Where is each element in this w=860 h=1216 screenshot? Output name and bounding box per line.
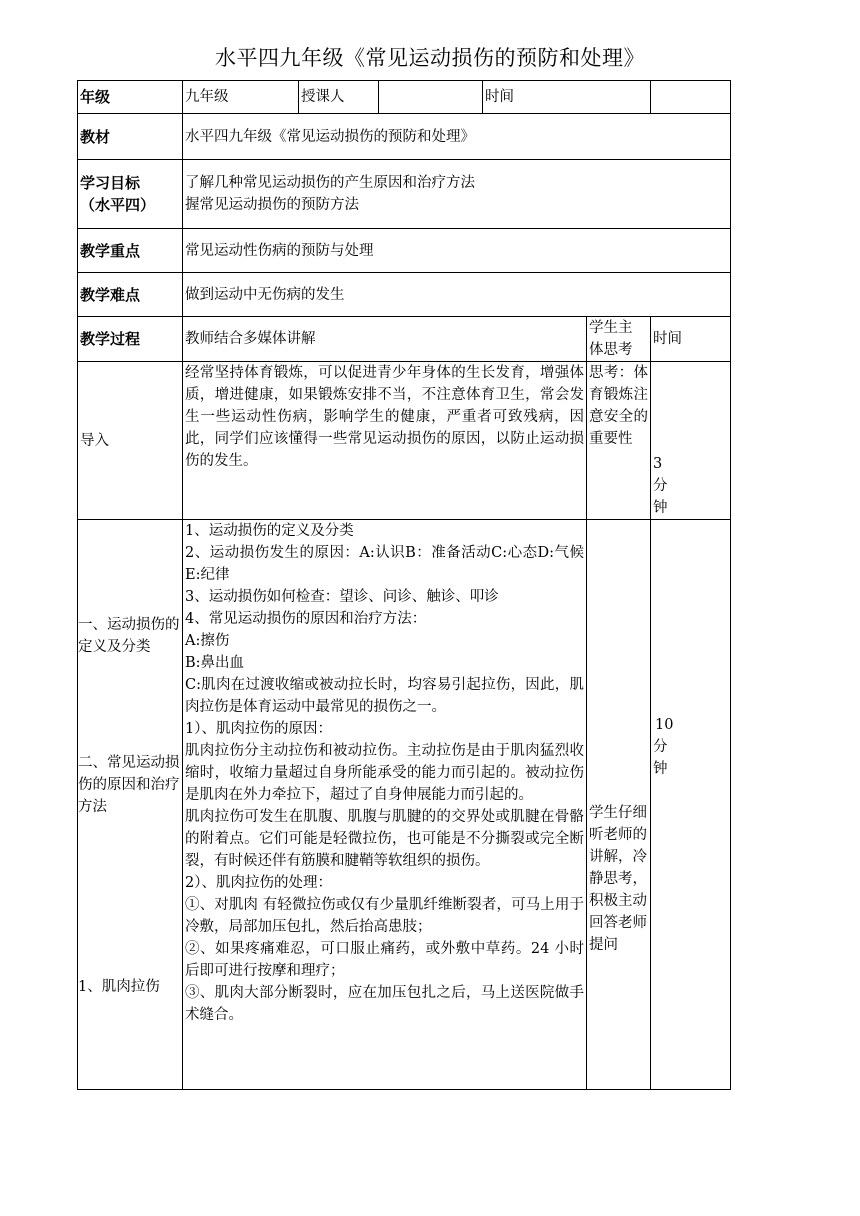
main-content <box>183 520 587 1090</box>
row-difficulty <box>78 273 731 317</box>
content-line: 肌肉拉伤可发生在肌腹、肌腹与肌腱的的交界处或肌腱在骨骼的附着点。它们可能是轻微拉伤，也可能是不分撕裂或完全断裂，有时候还伴有筋膜和腱鞘等软组织的损伤。 <box>185 809 584 869</box>
content-line: 肌肉拉伤分主动拉伤和被动拉伤。主动拉伤是由于肌肉猛烈收缩时，收缩力量超过自身所能承受的能力而引起的。被动拉伤是肌肉在外力牵拉下，超过了自身伸展能力而引起的。 <box>185 743 584 803</box>
intro-time <box>651 362 731 520</box>
main-student-cell <box>587 520 651 1090</box>
main-labels <box>78 520 183 1090</box>
lesson-plan-table <box>77 80 731 1090</box>
key-point-value: 常见运动性伤病的预防与处理 <box>183 229 731 273</box>
main-time <box>651 520 731 1090</box>
goals-label-line2: （水平四） <box>80 196 156 214</box>
intro-time-unit1: 分 <box>653 478 668 494</box>
intro-student: 思考：体育锻炼注意安全的重要性 <box>587 362 651 520</box>
main-label-2: 二、常见运动损伤的原因和治疗方法 <box>78 755 180 815</box>
process-student-header <box>587 317 651 362</box>
main-time-unit1: 分 <box>653 739 668 755</box>
content-line: ③、肌肉大部分断裂时，应在加压包扎之后，马上送医院做手术缝合。 <box>185 985 584 1023</box>
intro-text: 经常坚持体育锻炼，可以促进青少年身体的生长发育，增强体质，增进健康，如果锻炼安排不当，不注意体育卫生，常会发生一些运动性伤病，影响学生的健康，严重者可致残病，因此，同学们应该懂得一些常见运动损伤的原因，以防止运动损伤的发生。 <box>183 362 587 520</box>
goals-label <box>78 160 183 229</box>
time-value <box>651 81 731 114</box>
content-line: 3、运动损伤如何检查：望诊、问诊、触诊、叩诊 <box>185 589 499 605</box>
intro-time-num: 3 <box>653 456 663 472</box>
row-goals <box>78 160 731 229</box>
difficulty-value: 做到运动中无伤病的发生 <box>183 273 731 317</box>
goal-line-1: 了解几种常见运动损伤的产生原因和治疗方法 <box>185 175 475 191</box>
content-line: 2）、肌肉拉伤的处理： <box>185 875 332 891</box>
main-label-3: 1、肌肉拉伤 <box>78 979 160 995</box>
content-line: 4、常见运动损伤的原因和治疗方法： <box>185 611 427 627</box>
content-line: 2、运动损伤发生的原因：A:认识B：准备活动C:心态D:气候E:纪律 <box>185 545 584 583</box>
grade-value: 九年级 <box>183 81 299 114</box>
main-label-1: 一、运动损伤的定义及分类 <box>78 617 180 655</box>
row-process-header <box>78 317 731 362</box>
row-intro <box>78 362 731 520</box>
main-time-num: 10 <box>655 717 674 733</box>
teacher-value <box>379 81 483 114</box>
intro-label: 导入 <box>78 362 183 520</box>
process-teacher-header: 教师结合多媒体讲解 <box>183 317 587 362</box>
content-line: 1、运动损伤的定义及分类 <box>185 523 354 539</box>
intro-time-unit2: 钟 <box>653 500 668 516</box>
difficulty-label: 教学难点 <box>78 273 183 317</box>
key-point-label: 教学重点 <box>78 229 183 273</box>
time-label: 时间 <box>483 81 651 114</box>
content-line: B:鼻出血 <box>185 655 245 671</box>
content-line: C:肌肉在过渡收缩或被动拉长时，均容易引起拉伤，因此，肌肉拉伤是体育运动中最常见的损伤之一。 <box>185 677 584 715</box>
main-student: 学生仔细听老师的讲解，冷静思考，积极主动回答老师提问 <box>589 805 647 953</box>
content-line: 1）、肌肉拉伤的原因： <box>185 721 332 737</box>
content-line: A:擦伤 <box>185 633 230 649</box>
grade-label: 年级 <box>78 81 183 114</box>
material-label: 教材 <box>78 114 183 160</box>
student-header-line1: 学生主 <box>589 320 633 336</box>
row-main <box>78 520 731 1090</box>
process-time-header: 时间 <box>651 317 731 362</box>
student-header-line2: 体思考 <box>589 342 633 358</box>
content-line: ①、对肌肉 有轻微拉伤或仅有少量肌纤维断裂者，可马上用于冷敷，局部加压包扎，然后抬高患肢； <box>185 897 584 935</box>
document-title: 水平四九年级《常见运动损伤的预防和处理》 <box>215 46 645 70</box>
content-line: ②、如果疼痛难忍，可口服止痛药，或外敷中草药。24 小时后即可进行按摩和理疗； <box>185 941 584 979</box>
goals-value <box>183 160 731 229</box>
row-material <box>78 114 731 160</box>
row-key-point <box>78 229 731 273</box>
goal-line-2: 握常见运动损伤的预防方法 <box>185 197 359 213</box>
row-grade <box>78 81 731 114</box>
main-time-unit2: 钟 <box>653 761 668 777</box>
teacher-label: 授课人 <box>299 81 379 114</box>
material-value: 水平四九年级《常见运动损伤的预防和处理》 <box>183 114 731 160</box>
goals-label-line1: 学习目标 <box>80 174 141 192</box>
process-label: 教学过程 <box>78 317 183 362</box>
